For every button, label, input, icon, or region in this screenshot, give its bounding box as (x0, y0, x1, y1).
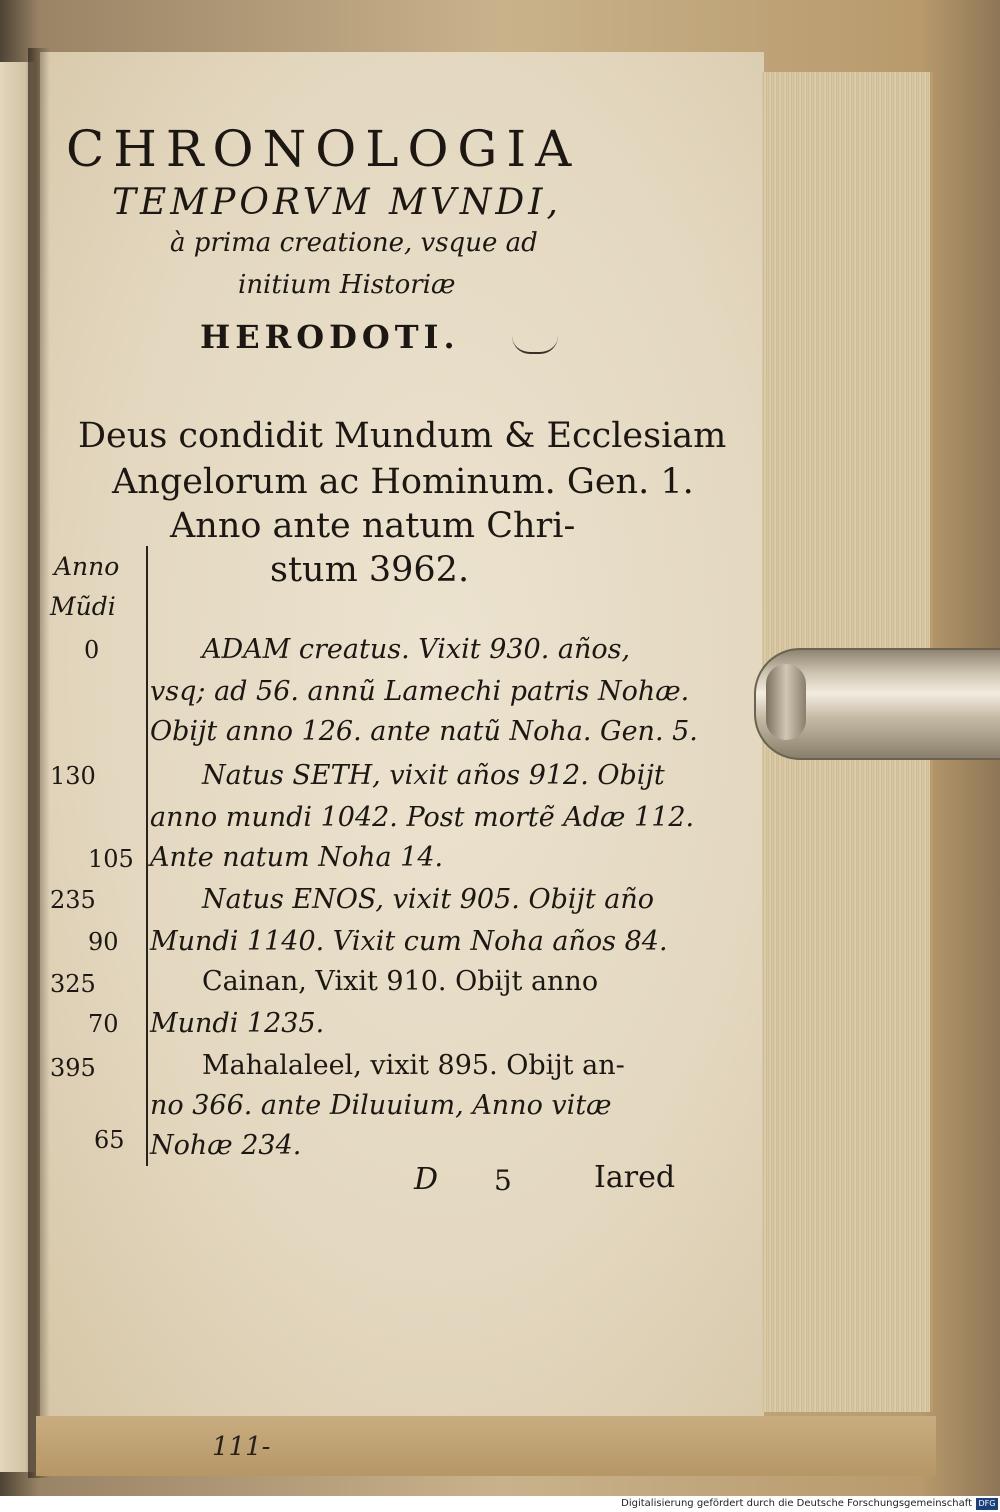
credit-text: Digitalisierung gefördert durch die Deutsche Forschungsgemeinschaft (621, 1498, 972, 1509)
entry-line: Natus ENOS, vixit 905. Obijt año (202, 884, 655, 915)
heading-line-2: Angelorum ac Hominum. Gen. 1. (112, 462, 694, 502)
title-line-1: CHRONOLOGIA (66, 120, 581, 178)
signature-mark: D (414, 1162, 439, 1197)
margin-header-mundi: Mũdi (50, 592, 116, 621)
margin-number: 105 (88, 845, 134, 873)
title-line-5: HERODOTI. (200, 318, 460, 356)
entry-line: Cainan, Vixit 910. Obijt anno (202, 966, 599, 997)
title-line-2: TEMPORVM MVNDI, (112, 182, 562, 223)
margin-number: 65 (94, 1126, 125, 1154)
cover-bottom-edge (36, 1416, 936, 1476)
entry-line: Ante natum Noha 14. (150, 842, 444, 873)
manuscript-page-note: 111- (212, 1432, 271, 1462)
credit-bar (0, 1496, 1000, 1512)
catchword: Iared (594, 1160, 676, 1195)
title-line-3: à prima creatione, vsque ad (170, 228, 538, 258)
entry-line: anno mundi 1042. Post mortẽ Adæ 112. (150, 802, 695, 833)
entry-line: vsq; ad 56. annũ Lamechi patris Nohæ. (150, 676, 690, 707)
margin-number: 130 (50, 762, 96, 790)
entry-line: Mahalaleel, vixit 895. Obijt an- (202, 1050, 625, 1081)
heading-line-1: Deus condidit Mundum & Ecclesiam (78, 416, 727, 456)
margin-number: 70 (88, 1010, 119, 1038)
margin-header-anno: Anno (54, 552, 120, 581)
title-line-4: initium Historiæ (238, 270, 456, 300)
heading-line-3: Anno ante natum Chri- (170, 506, 576, 546)
heading-line-4: stum 3962. (270, 550, 470, 590)
margin-rule (146, 546, 148, 1166)
entry-line: Mundi 1235. (150, 1008, 325, 1039)
entry-line: Natus SETH, vixit años 912. Obijt (202, 760, 665, 791)
margin-number: 325 (50, 970, 96, 998)
entry-line: ADAM creatus. Vixit 930. años, (202, 634, 631, 665)
margin-number: 90 (88, 928, 119, 956)
entry-line: no 366. ante Diluuium, Anno vitæ (150, 1090, 612, 1121)
signature-number: 5 (494, 1164, 512, 1197)
margin-number: 235 (50, 886, 96, 914)
margin-number: 0 (84, 636, 100, 664)
entry-line: Nohæ 234. (150, 1130, 302, 1161)
entry-line: Mundi 1140. Vixit cum Noha años 84. (150, 926, 668, 957)
margin-number: 395 (50, 1054, 96, 1082)
entry-line: Obijt anno 126. ante natũ Noha. Gen. 5. (150, 716, 698, 747)
glass-weight-cap (766, 664, 806, 740)
spine-shadow (28, 48, 50, 1478)
dfg-logo-icon: DFG (976, 1498, 998, 1510)
